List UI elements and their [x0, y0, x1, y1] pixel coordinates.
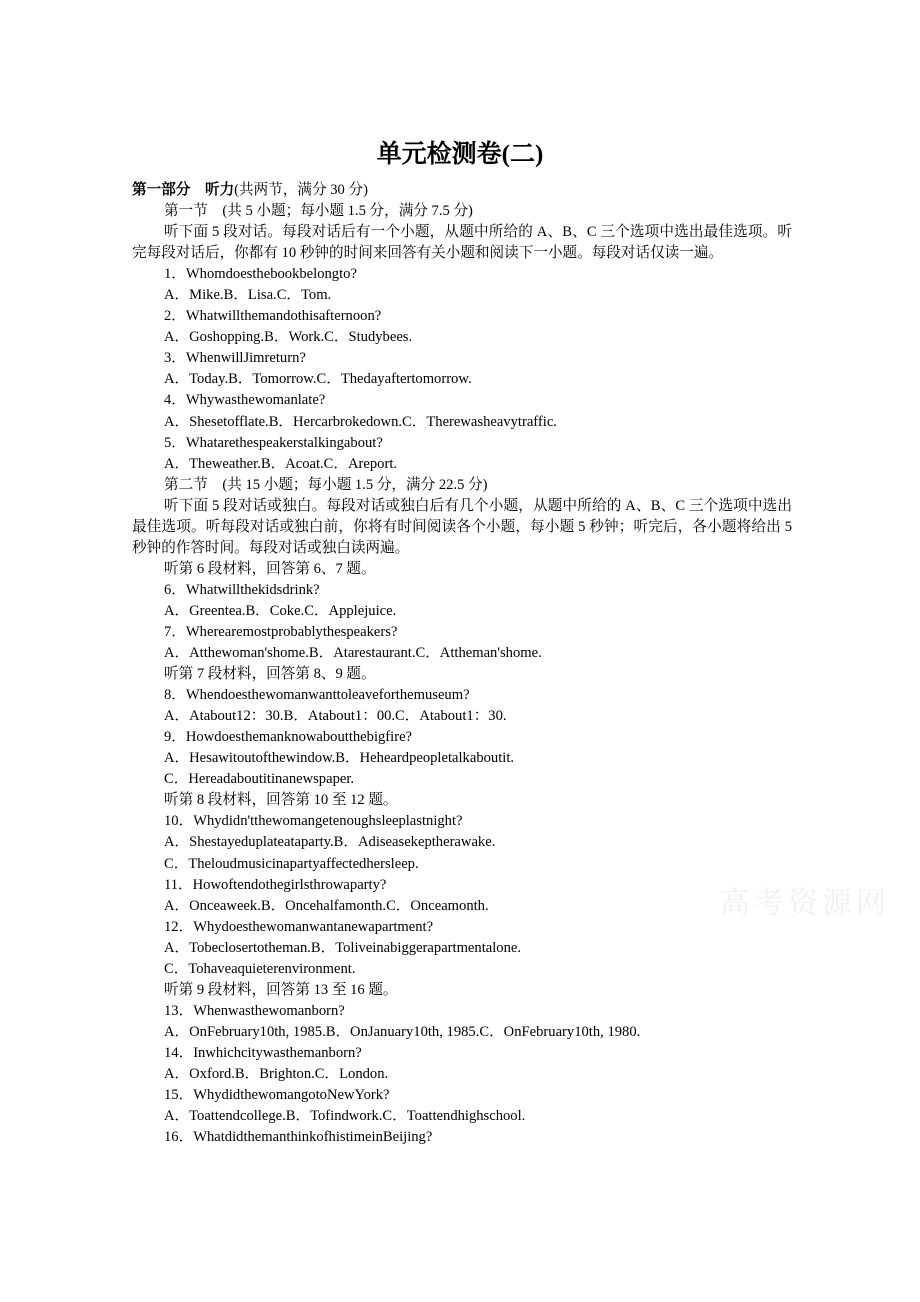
question-line: 14．Inwhichcitywasthemanborn?: [164, 1044, 362, 1061]
question-line: C．Hereadaboutitinanewspaper.: [164, 771, 355, 788]
question-line: A．Theweather.B．Acoat.C．Areport.: [164, 455, 398, 472]
part-heading-bold: 第一部分 听力: [132, 182, 235, 198]
section2-heading: 第二节 (共 15 小题；每小题 1.5 分，满分 22.5 分): [164, 476, 488, 493]
question-line: 听第 8 段材料，回答第 10 至 12 题。: [164, 792, 398, 809]
question-line: 7．Wherearemostprobablythespeakers?: [164, 623, 398, 640]
question-line: 4．Whywasthewomanlate?: [164, 392, 326, 409]
question-line: 3．WhenwillJimreturn?: [164, 350, 306, 367]
question-line: A．Atthewoman'shome.B．Atarestaurant.C．Attheman'shome.: [164, 645, 542, 662]
section1-heading: 第一节 (共 5 小题；每小题 1.5 分，满分 7.5 分): [164, 203, 473, 220]
question-line: A．Tobeclosertotheman.B．Toliveinabiggerapartmentalone.: [164, 939, 522, 956]
question-line: A．Today.B．Tomorrow.C．Thedayaftertomorrow.: [164, 371, 472, 388]
question-line: A．Hesawitoutofthewindow.B．Heheardpeopletalkaboutit.: [164, 750, 515, 767]
section2-questions: [132, 559, 792, 1148]
question-line: 10．Whydidn'tthewomangetenoughsleeplastnight?: [164, 813, 463, 830]
question-line: 听第 9 段材料，回答第 13 至 16 题。: [164, 981, 398, 998]
question-line: 听第 6 段材料，回答第 6、7 题。: [164, 560, 376, 577]
page-title: 单元检测卷(二): [376, 141, 544, 168]
question-line: A．Onceaweek.B．Oncehalfamonth.C．Onceamonth.: [164, 897, 489, 914]
question-line: A．Shesetofflate.B．Hercarbrokedown.C．Therewasheavytraffic.: [164, 413, 557, 430]
question-line: A．Oxford.B．Brighton.C．London.: [164, 1065, 389, 1082]
section1-questions: [132, 264, 792, 474]
question-line: A．Goshopping.B．Work.C．Studybees.: [164, 329, 413, 346]
question-line: 16．WhatdidthemanthinkofhistimeinBeijing?: [164, 1129, 433, 1146]
question-line: A．Toattendcollege.B．Tofindwork.C．Toattendhighschool.: [164, 1108, 526, 1125]
question-line: A．OnFebruary10th, 1985.B．OnJanuary10th, 1985.C．OnFebruary10th, 1980.: [164, 1023, 641, 1040]
question-line: 13．Whenwasthewomanborn?: [164, 1002, 345, 1019]
question-line: A．Atabout12：30.B．Atabout1：00.C．Atabout1：30.: [164, 708, 507, 725]
part-heading: [132, 180, 792, 201]
question-line: 12．Whydoesthewomanwantanewapartment?: [164, 918, 434, 935]
question-line: 1．Whomdoesthebookbelongto?: [164, 266, 357, 283]
question-line: 9．Howdoesthemanknowaboutthebigfire?: [164, 729, 413, 746]
section2-instructions: 听下面 5 段对话或独白。每段对话或独白后有几个小题，从题中所给的 A、B、C 三个选项中选出最佳选项。听每段对话或独白前，你将有时间阅读各个小题，每小题 5 秒钟；听完后，各小题将给出 5 秒钟的作答时间。每段对话或独白读两遍。: [132, 497, 792, 556]
watermark: 高考资源网: [720, 886, 890, 921]
question-line: A．Mike.B．Lisa.C．Tom.: [164, 287, 332, 304]
question-line: 11．Howoftendothegirlsthrowaparty?: [164, 876, 387, 893]
question-line: 听第 7 段材料，回答第 8、9 题。: [164, 666, 376, 683]
question-line: A．Greentea.B．Coke.C．Applejuice.: [164, 602, 397, 619]
document-body: [132, 180, 792, 1148]
question-line: 6．Whatwillthekidsdrink?: [164, 581, 320, 598]
part-heading-rest: (共两节，满分 30 分): [234, 182, 368, 198]
question-line: A．Shestayeduplateataparty.B．Adiseasekeptherawake.: [164, 834, 496, 851]
question-line: C．Tohaveaquieterenvironment.: [164, 960, 356, 977]
section1-instructions: 听下面 5 段对话。每段对话后有一个小题，从题中所给的 A、B、C 三个选项中选出最佳选项。听完每段对话后，你都有 10 秒钟的时间来回答有关小题和阅读下一小题。每段对话仅读一遍。: [132, 224, 792, 262]
question-line: 8．Whendoesthewomanwanttoleaveforthemuseum?: [164, 687, 470, 704]
question-line: 5．Whatarethespeakerstalkingabout?: [164, 434, 383, 451]
question-line: 15．WhydidthewomangotoNewYork?: [164, 1087, 390, 1104]
question-line: C．Theloudmusicinapartyaffectedhersleep.: [164, 855, 419, 872]
question-line: 2．Whatwillthemandothisafternoon?: [164, 308, 382, 325]
